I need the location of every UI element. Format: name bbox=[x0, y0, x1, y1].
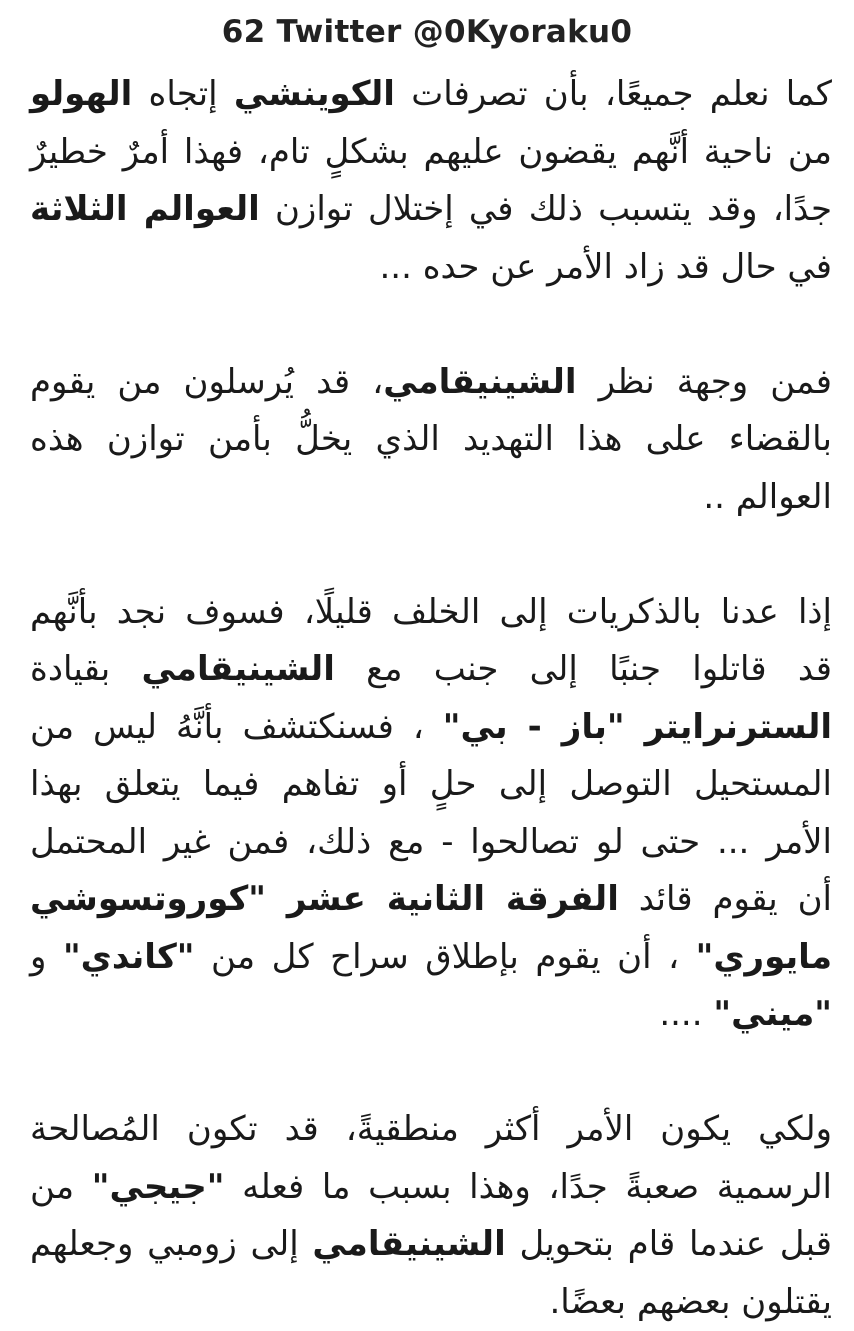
text-run: العوالم .. bbox=[703, 477, 832, 517]
text-run: من bbox=[30, 1167, 92, 1207]
text-run: بالقضاء على هذا التهديد الذي يخلُّ بأمن توازن هذه bbox=[30, 419, 832, 459]
text-run: كما نعلم جميعًا، بأن تصرفات bbox=[395, 74, 832, 114]
text-run: بقيادة bbox=[30, 649, 142, 689]
text-line bbox=[30, 469, 832, 527]
text-run: قد قاتلوا جنبًا إلى جنب مع bbox=[335, 649, 832, 689]
bold-term: الكوينشي bbox=[234, 74, 395, 114]
text-run: جدًا، وقد يتسبب ذلك في إختلال توازن bbox=[260, 189, 832, 229]
text-line bbox=[30, 814, 832, 872]
text-run: في حال قد زاد الأمر عن حده ... bbox=[379, 247, 832, 287]
text-run: ، فسنكتشف بأنَّهُ ليس من bbox=[30, 707, 443, 747]
paragraph bbox=[30, 584, 832, 1044]
bold-term: الشينيقامي bbox=[142, 649, 335, 689]
text-line bbox=[30, 1274, 832, 1331]
text-line bbox=[30, 354, 832, 412]
text-run: من ناحية أنَّهم يقضون عليهم بشكلٍ تام، فهذا أمرٌ خطيرٌ bbox=[30, 132, 832, 172]
bold-term: الهولو bbox=[30, 74, 132, 114]
text-run: ، قد يُرسلون من يقوم bbox=[30, 362, 383, 402]
text-line bbox=[30, 871, 832, 929]
text-run: يقتلون بعضهم بعضًا. bbox=[550, 1282, 833, 1322]
text-run: إتجاه bbox=[132, 74, 234, 114]
article-body bbox=[30, 66, 832, 1331]
bold-term: الشينيقامي bbox=[312, 1224, 505, 1264]
bold-term: العوالم الثلاثة bbox=[30, 189, 260, 229]
text-run: .... bbox=[659, 994, 713, 1034]
text-line bbox=[30, 411, 832, 469]
text-run: أن يقوم قائد bbox=[619, 879, 832, 919]
page-header: 62 Twitter @0Kyoraku0 bbox=[0, 14, 854, 50]
text-line bbox=[30, 1216, 832, 1274]
bold-term: السترنرايتر "باز - بي" bbox=[443, 707, 832, 747]
bold-term: مايوري" bbox=[696, 937, 832, 977]
text-run: المستحيل التوصل إلى حلٍ أو تفاهم فيما يتعلق بهذا bbox=[30, 764, 832, 804]
paragraph bbox=[30, 66, 832, 296]
bold-term: "كاندي" bbox=[63, 937, 195, 977]
text-run: الرسمية صعبةً جدًا، وهذا بسبب ما فعله bbox=[224, 1167, 832, 1207]
text-line bbox=[30, 756, 832, 814]
paragraph bbox=[30, 1101, 832, 1331]
text-line bbox=[30, 181, 832, 239]
text-run: قبل عندما قام بتحويل bbox=[506, 1224, 832, 1264]
bold-term: الشينيقامي bbox=[383, 362, 576, 402]
text-line bbox=[30, 124, 832, 182]
text-run: فمن وجهة نظر bbox=[577, 362, 832, 402]
text-run: ، أن يقوم بإطلاق سراح كل من bbox=[195, 937, 696, 977]
text-run: و bbox=[30, 937, 63, 977]
bold-term: الفرقة الثانية عشر "كوروتسوشي bbox=[30, 879, 619, 919]
text-line bbox=[30, 986, 832, 1044]
bold-term: "ميني" bbox=[713, 994, 832, 1034]
text-run: إذا عدنا بالذكريات إلى الخلف قليلًا، فسوف نجد بأنَّهم bbox=[30, 592, 832, 632]
text-line bbox=[30, 66, 832, 124]
text-line bbox=[30, 699, 832, 757]
text-line bbox=[30, 584, 832, 642]
paragraph bbox=[30, 354, 832, 527]
bold-term: "جيجي" bbox=[92, 1167, 225, 1207]
text-run: إلى زومبي وجعلهم bbox=[30, 1224, 312, 1264]
text-run: ولكي يكون الأمر أكثر منطقيةً، قد تكون المُصالحة bbox=[30, 1109, 832, 1149]
text-line bbox=[30, 641, 832, 699]
text-line bbox=[30, 1101, 832, 1159]
text-line bbox=[30, 1159, 832, 1217]
text-line bbox=[30, 239, 832, 297]
text-run: الأمر ... حتى لو تصالحوا - مع ذلك، فمن غير المحتمل bbox=[30, 822, 832, 862]
text-line bbox=[30, 929, 832, 987]
